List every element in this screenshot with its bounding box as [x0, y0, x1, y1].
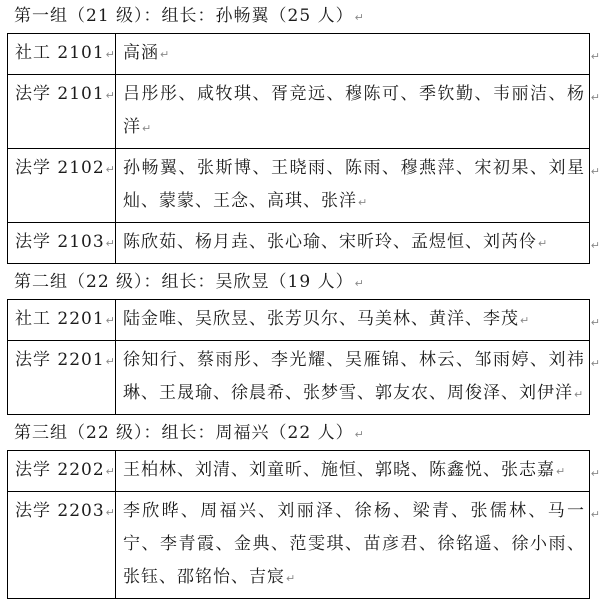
group-1-heading-text: 第一组（21 级）：组长：孙畅翼（25 人）	[14, 6, 354, 26]
cell-mark-icon: ↵	[520, 314, 530, 327]
names-text: 王柏林、刘清、刘童昕、施恒、郭晓、陈鑫悦、张志嘉	[123, 460, 555, 480]
class-label: 法学 2202	[15, 460, 105, 480]
class-label: 法学 2203	[15, 501, 105, 521]
cell-mark-icon: ↵	[556, 465, 566, 478]
group-1-table	[7, 33, 601, 264]
class-label: 社工 2201	[15, 309, 105, 329]
table-row	[8, 75, 590, 149]
cell-mark-icon: ↵	[142, 122, 152, 135]
class-label-cell	[8, 75, 116, 149]
class-label: 法学 2201	[15, 350, 105, 370]
cell-mark-icon: ↵	[574, 388, 584, 401]
names-text: 陈欣茹、杨月垚、张心瑜、宋昕玲、孟煜恒、刘芮伶	[123, 232, 537, 252]
cell-mark-icon: ↵	[538, 237, 548, 250]
names-text: 李欣晔、周福兴、刘丽泽、徐杨、梁青、张儒林、马一宁、李青霞、金典、范雯琪、苗彦君、徐铭遥、徐小雨、张钰、邵铭怡、吉宸	[123, 501, 585, 587]
table-row	[8, 149, 590, 223]
class-label-cell	[8, 451, 116, 492]
class-label-cell	[8, 34, 116, 75]
row-end-mark-icon: ↵	[590, 467, 601, 480]
cell-mark-icon: ↵	[105, 506, 115, 519]
class-label-cell	[8, 492, 116, 599]
paragraph-mark-icon: ↵	[354, 277, 364, 290]
class-label-cell	[8, 341, 116, 415]
class-label: 法学 2101	[15, 84, 105, 104]
names-text: 孙畅翼、张斯博、王晓雨、陈雨、穆燕萍、宋初果、刘星灿、蒙蒙、王念、高琪、张洋	[123, 158, 585, 211]
group-3-heading	[14, 421, 601, 447]
class-label: 社工 2101	[15, 43, 105, 63]
class-label-cell	[8, 223, 116, 264]
class-label: 法学 2102	[15, 158, 105, 178]
names-cell	[116, 223, 601, 264]
class-label-cell	[8, 300, 116, 341]
cell-mark-icon: ↵	[105, 465, 115, 478]
table-row	[8, 223, 590, 264]
cell-mark-icon: ↵	[286, 572, 296, 585]
cell-mark-icon: ↵	[105, 355, 115, 368]
names-cell	[116, 75, 601, 149]
table-row	[8, 300, 590, 341]
row-end-mark-icon: ↵	[590, 91, 601, 104]
cell-mark-icon: ↵	[105, 48, 115, 61]
names-cell	[116, 341, 601, 415]
group-2-table	[7, 299, 601, 415]
cell-mark-icon: ↵	[105, 314, 115, 327]
names-text: 陆金唯、吴欣昱、张芳贝尔、马美林、黄洋、李茂	[123, 309, 519, 329]
cell-mark-icon: ↵	[105, 237, 115, 250]
table-row	[8, 451, 590, 492]
row-end-mark-icon: ↵	[590, 508, 601, 521]
names-cell	[116, 492, 601, 599]
class-label-cell	[8, 149, 116, 223]
row-end-mark-icon: ↵	[590, 50, 601, 63]
table-row	[8, 341, 590, 415]
row-end-mark-icon: ↵	[590, 316, 601, 329]
row-end-mark-icon: ↵	[590, 165, 601, 178]
row-end-mark-icon: ↵	[590, 239, 601, 252]
names-text: 吕彤彤、咸牧琪、胥竞远、穆陈可、季钦勤、韦丽洁、杨洋	[123, 84, 585, 137]
group-3-table	[7, 450, 601, 599]
cell-mark-icon: ↵	[105, 163, 115, 176]
group-1-heading	[14, 4, 601, 30]
names-text: 高涵	[123, 43, 159, 63]
row-end-mark-icon: ↵	[590, 357, 601, 370]
group-3-heading-text: 第三组（22 级）：组长：周福兴（22 人）	[14, 423, 354, 443]
names-cell	[116, 300, 601, 341]
table-row	[8, 34, 590, 75]
group-2-heading	[14, 270, 601, 296]
table-row	[8, 492, 590, 599]
cell-mark-icon: ↵	[160, 48, 170, 61]
group-2-heading-text: 第二组（22 级）：组长：吴欣昱（19 人）	[14, 272, 354, 292]
names-cell	[116, 34, 601, 75]
paragraph-mark-icon: ↵	[354, 428, 364, 441]
document-page[interactable]	[0, 4, 601, 591]
class-label: 法学 2103	[15, 232, 105, 252]
cell-mark-icon: ↵	[358, 196, 368, 209]
cell-mark-icon: ↵	[105, 89, 115, 102]
names-cell	[116, 149, 601, 223]
names-cell	[116, 451, 601, 492]
paragraph-mark-icon: ↵	[354, 11, 364, 24]
names-text: 徐知行、蔡雨彤、李光耀、吴雁锦、林云、邹雨婷、刘祎琳、王晟瑜、徐晨希、张梦雪、郭友农、周俊泽、刘伊洋	[123, 350, 585, 403]
